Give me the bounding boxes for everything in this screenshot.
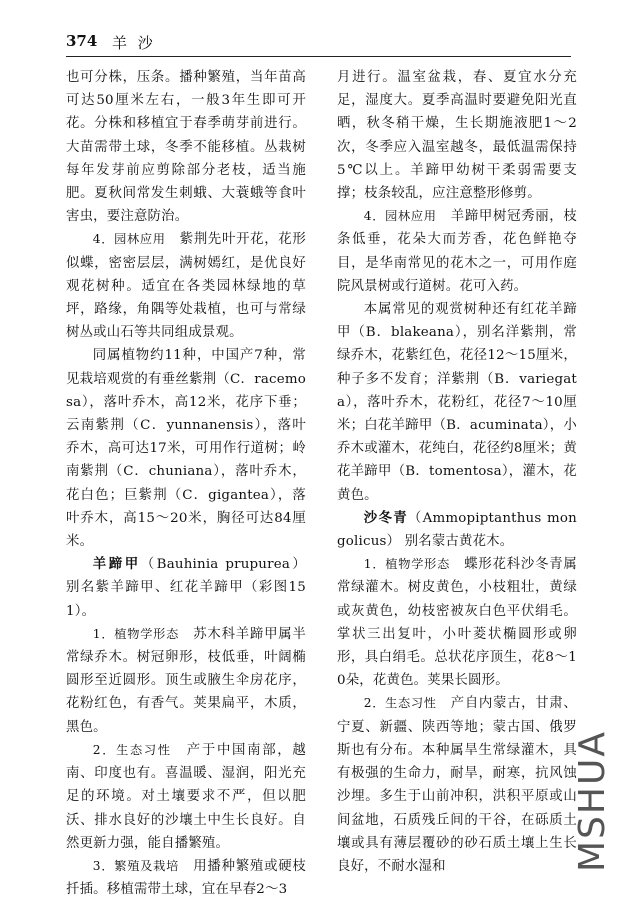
section-heading: 2．生态习性	[363, 696, 437, 711]
paragraph-text: 苏木科羊蹄甲属半常绿乔木。树冠卵形，枝低垂，叶阔椭圆形至近圆形。顶生或腋生伞房花序，花粉红色，有香气。荚果扁平，木质，黑色。	[66, 626, 307, 735]
paragraph	[66, 855, 306, 901]
paragraph-text: 用播种繁殖或硬枝扦插。移植需带土球，宜在早春2～3	[66, 858, 307, 898]
paragraph	[337, 205, 577, 298]
watermark: MSHUA	[572, 730, 613, 872]
section-heading: 4．园林应用	[363, 209, 437, 224]
running-title: 羊 沙	[112, 34, 156, 52]
paragraph: 同属植物约11种，中国产7种，常见栽培观赏的有垂丝紫荆（C．racemosa），落叶乔木，高12米，花序下垂；云南紫荆（C．yunnanensis），落叶乔木，高可达17米，可用作行道树；岭南紫荆（C．chuniana），落叶乔木，花白色；巨紫荆（C．gigantea），落叶乔木，高15～20米，胸径可达84厘米。	[66, 348, 306, 550]
paragraph: 本属常见的观赏树种还有红花羊蹄甲（B．blakeana），别名洋紫荆，常绿乔木，花紫红色，花径12～15厘米，种子多不发育；洋紫荆（B．variegata），落叶乔木，花粉红，花径7～10厘米；白花羊蹄甲（B．acuminata），小乔木或灌木，花纯白，花径约8厘米；黄花羊蹄甲（B．tomentosa），灌木，花黄色。	[337, 302, 577, 503]
paragraph: 也可分株，压条。播种繁殖，当年苗高可达50厘米左右，一般3年生即可开花。分株和移植宜于春季萌芽前进行。大苗需带土球，冬季不能移植。丛栽树每年发芽前应剪除部分老枝，适当施肥。夏秋间常发生刺蛾、大蓑蛾等食叶害虫，要注意防治。	[66, 70, 306, 225]
left-column	[66, 66, 306, 901]
paragraph	[337, 553, 577, 692]
species-title: 羊蹄甲	[92, 556, 141, 573]
section-heading: 4．园林应用	[92, 232, 166, 247]
page-number: 374	[66, 32, 98, 50]
paragraph-text: 产自内蒙古，甘肃、宁夏、新疆、陕西等地；蒙古国、俄罗斯也有分布。本种属旱生常绿灌木，具有极强的生命力，耐旱，耐寒，抗风蚀沙埋。多生于山前冲积，洪积平原或山间盆地，石质残丘间的干谷，在砾质土壤或具有薄层覆砂的砂石质土壤上生长良好，不耐水湿和	[337, 696, 577, 874]
page-header	[66, 28, 571, 54]
paragraph	[337, 507, 577, 553]
paragraph-text: （Bauhinia prupurea） 别名紫羊蹄甲、红花羊蹄甲（彩图151）。	[66, 557, 306, 619]
paragraph-text: （Ammopiptanthus mongolicus） 别名蒙古黄花木。	[337, 510, 577, 550]
header-rule	[66, 56, 571, 57]
paragraph	[66, 623, 306, 739]
section-heading: 2．生态习性	[92, 742, 172, 757]
paragraph-text: 紫荆先叶开花，花形似蝶，密密层层，满树嫣红，是优良好观花树种。适宜在各类园林绿地的草坪，路缘，角隅等处栽植，也可与常绿树丛或山石等共同组成景观。	[66, 232, 306, 341]
paragraph-text: 产于中国南部，越南、印度也有。喜温暖、湿润，阳光充足的环境。对土壤要求不严，但以肥沃、排水良好的沙壤土中生长良好。自然更新力强，能自播繁殖。	[66, 742, 306, 851]
section-heading: 1．植物学形态	[363, 557, 451, 572]
paragraph-text: 蝶形花科沙冬青属常绿灌木。树皮黄色，小枝粗壮，黄绿或灰黄色，幼枝密被灰白色平伏绢毛。掌状三出复叶，小叶菱状椭圆形或卵形，具白绢毛。总状花序顶生，花8～10朵，花黄色。荚果长圆形。	[337, 557, 578, 689]
paragraph	[66, 553, 306, 623]
paragraph-text: 羊蹄甲树冠秀丽，枝条低垂，花朵大而芳香，花色鲜艳夺目，是华南常见的花木之一，可用作庭院风景树或行道树。花可入药。	[337, 209, 577, 294]
paragraph	[337, 692, 577, 878]
paragraph	[66, 228, 306, 344]
section-heading: 1．植物学形态	[92, 626, 180, 641]
paragraph	[66, 739, 306, 855]
species-title: 沙冬青	[363, 509, 408, 526]
paragraph: 月进行。温室盆栽，春、夏宜水分充足，湿度大。夏季高温时要避免阳光直晒，秋冬稍干燥，生长期施液肥1～2次，冬季应入温室越冬，最低温需保持5℃以上。羊蹄甲幼树干柔弱需要支撑；枝条较乱，应注意整形修剪。	[337, 70, 577, 202]
section-heading: 3．繁殖及栽培	[92, 858, 180, 873]
right-column	[337, 66, 577, 878]
